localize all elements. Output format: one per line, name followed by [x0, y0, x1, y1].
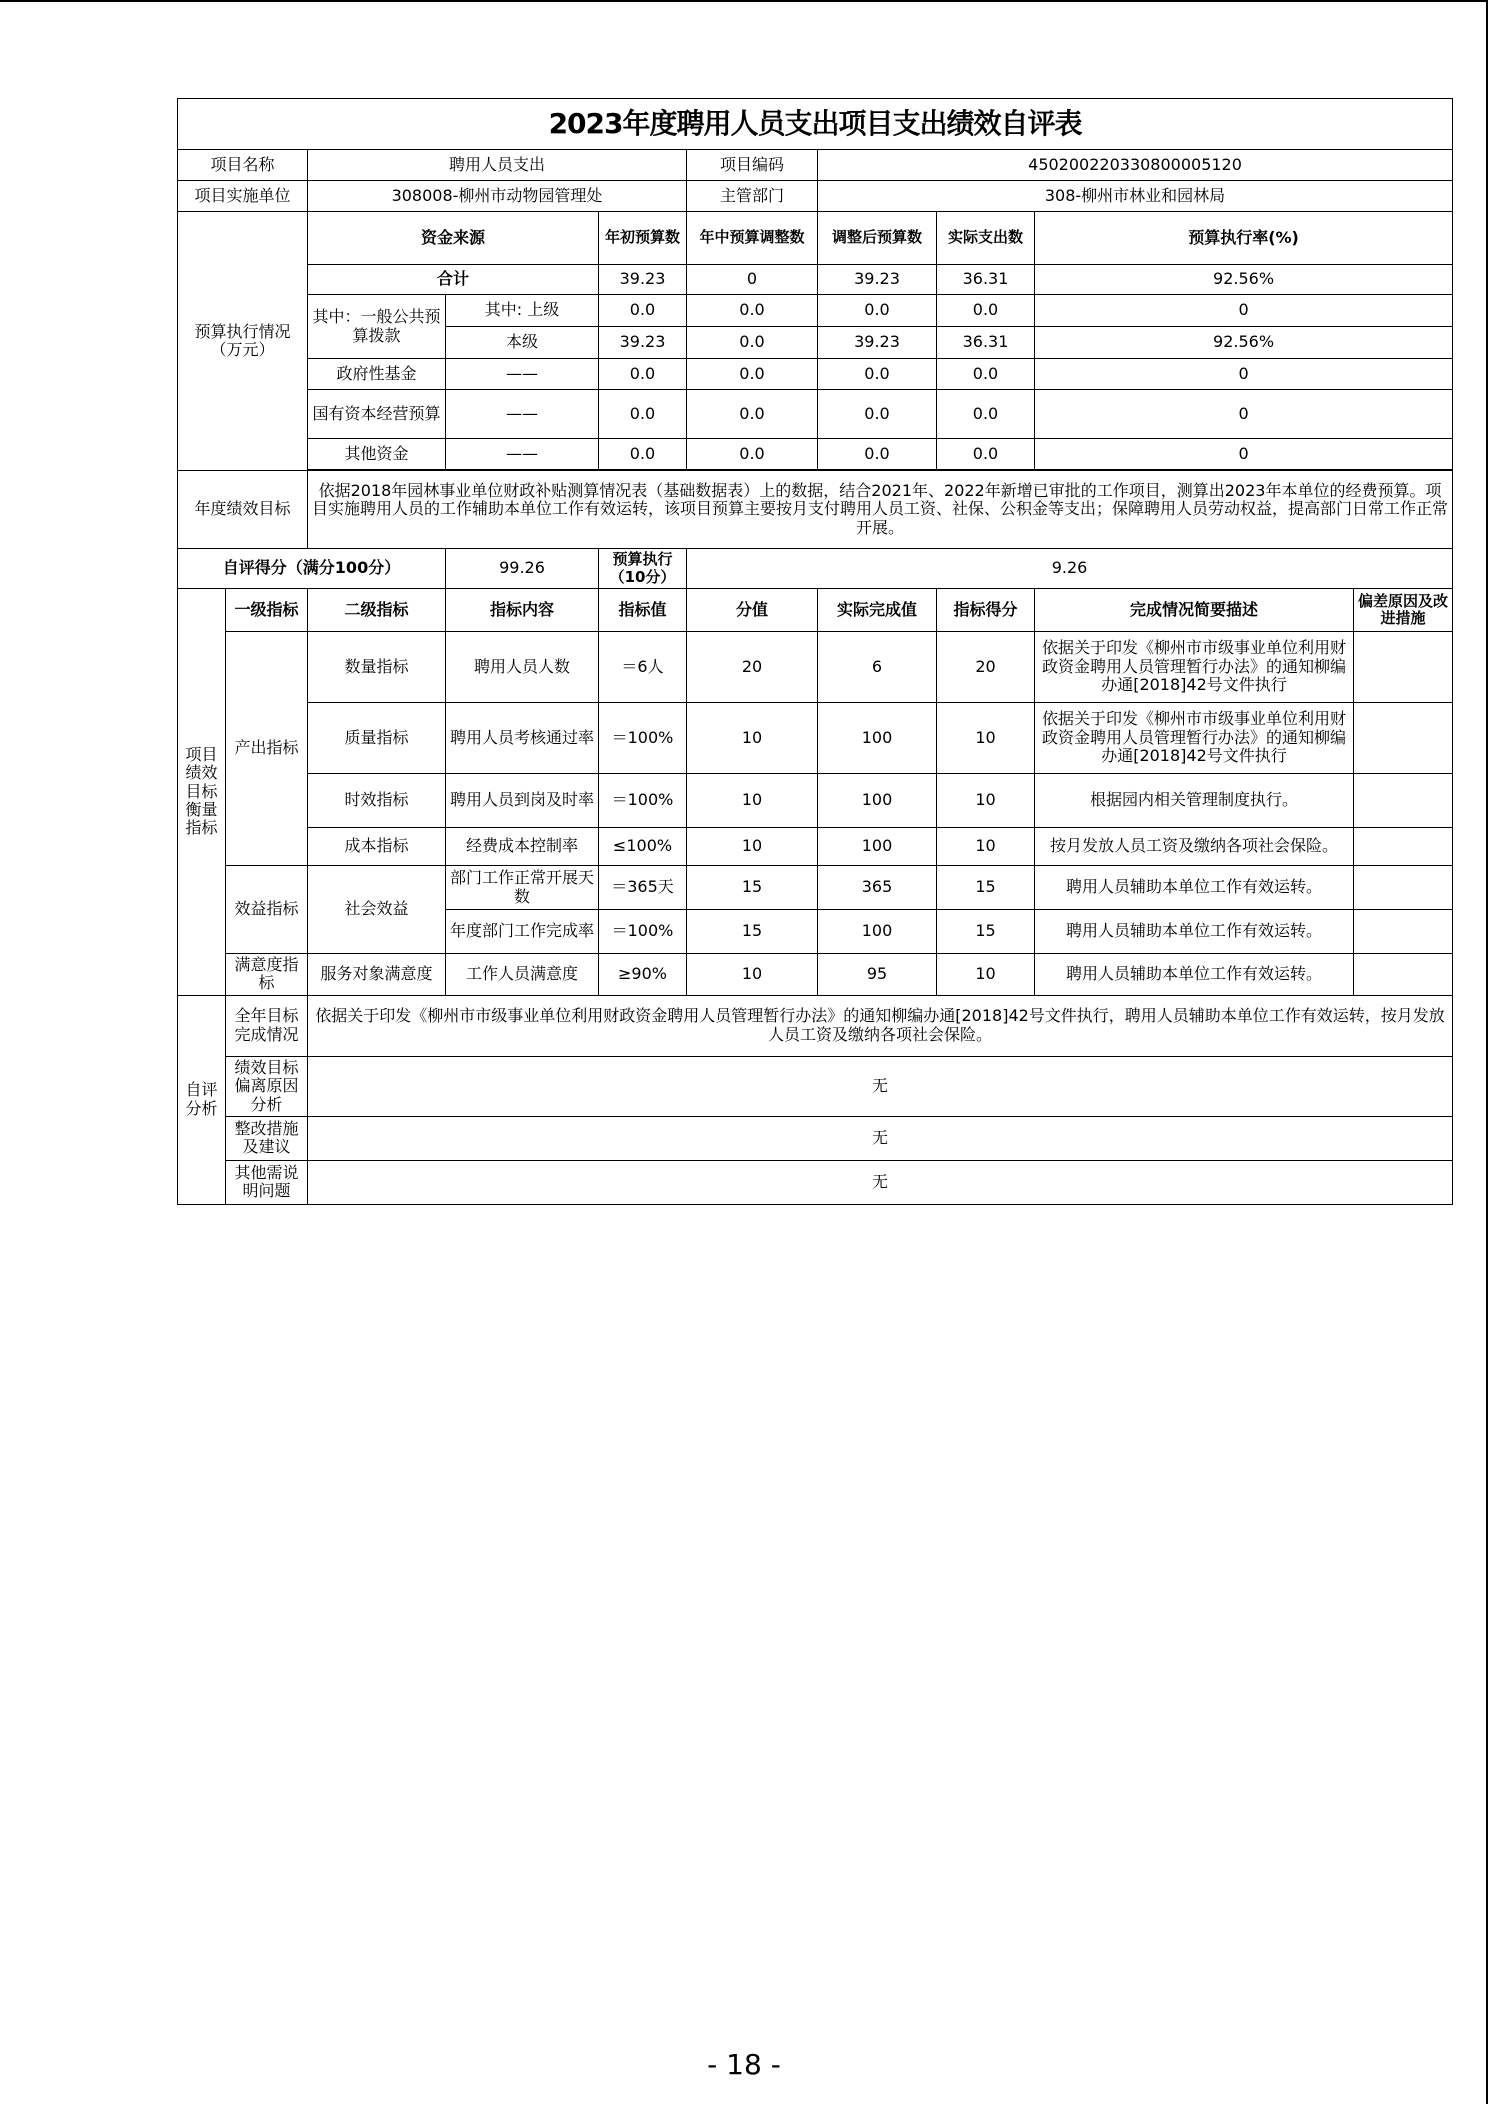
indicator-actual: 100	[818, 703, 937, 774]
dept-value: 308-柳州市林业和园林局	[818, 181, 1453, 212]
budget-other-initial: 0.0	[599, 439, 687, 470]
indicator-desc: 聘用人员辅助本单位工作有效运转。	[1035, 910, 1354, 954]
indicator-level2: 数量指标	[308, 632, 446, 703]
indicator-deviation	[1354, 632, 1453, 703]
analysis-row-label: 整改措施及建议	[226, 1116, 308, 1160]
indicator-score: 10	[937, 774, 1035, 828]
indicator-target: ＝100%	[599, 910, 687, 954]
indicator-target: ＝100%	[599, 703, 687, 774]
indicator-target: ≥90%	[599, 954, 687, 996]
budget-total-initial: 39.23	[599, 265, 687, 295]
budget-state-actual: 0.0	[937, 390, 1035, 439]
annual-goal-label: 年度绩效目标	[178, 471, 308, 549]
budget-fund-rate: 0	[1035, 359, 1453, 390]
ind-header-actual: 实际完成值	[818, 589, 937, 632]
indicator-content: 经费成本控制率	[446, 828, 599, 866]
ind-header-deviation: 偏差原因及改进措施	[1354, 589, 1453, 632]
budget-exec-value: 9.26	[687, 549, 1453, 589]
indicator-deviation	[1354, 954, 1453, 996]
ind-header-desc: 完成情况简要描述	[1035, 589, 1354, 632]
ind-header-weight: 分值	[687, 589, 818, 632]
budget-state-label: 国有资本经营预算	[308, 390, 446, 439]
benefit-indicator-label: 效益指标	[226, 866, 308, 954]
indicator-score: 15	[937, 866, 1035, 910]
analysis-row-text: 无	[308, 1116, 1453, 1160]
budget-local-label: 本级	[446, 327, 599, 359]
analysis-row-text: 无	[308, 1056, 1453, 1116]
indicator-content: 聘用人员考核通过率	[446, 703, 599, 774]
budget-total-adjust: 0	[687, 265, 818, 295]
budget-local-rate: 92.56%	[1035, 327, 1453, 359]
budget-total-label: 合计	[308, 265, 599, 295]
indicator-score: 10	[937, 828, 1035, 866]
budget-fund-label: 政府性基金	[308, 359, 446, 390]
budget-fund-sub: ——	[446, 359, 599, 390]
indicator-target: ＝100%	[599, 774, 687, 828]
budget-local-initial: 39.23	[599, 327, 687, 359]
indicator-desc: 按月发放人员工资及缴纳各项社会保险。	[1035, 828, 1354, 866]
indicator-deviation	[1354, 866, 1453, 910]
ind-header-level2: 二级指标	[308, 589, 446, 632]
indicator-weight: 10	[687, 703, 818, 774]
budget-fund-actual: 0.0	[937, 359, 1035, 390]
budget-total-rate: 92.56%	[1035, 265, 1453, 295]
indicator-level2: 服务对象满意度	[308, 954, 446, 996]
budget-local-adjust: 0.0	[687, 327, 818, 359]
budget-local-adjusted: 39.23	[818, 327, 937, 359]
budget-fund-adjust: 0.0	[687, 359, 818, 390]
indicator-deviation	[1354, 828, 1453, 866]
indicator-actual: 100	[818, 910, 937, 954]
budget-header-source: 资金来源	[308, 212, 599, 265]
budget-other-sub: ——	[446, 439, 599, 470]
indicator-weight: 20	[687, 632, 818, 703]
budget-state-adjusted: 0.0	[818, 390, 937, 439]
indicator-level2: 质量指标	[308, 703, 446, 774]
indicator-content: 聘用人员到岗及时率	[446, 774, 599, 828]
indicator-actual: 100	[818, 774, 937, 828]
indicator-weight: 10	[687, 954, 818, 996]
output-indicator-label: 产出指标	[226, 632, 308, 866]
budget-other-adjust: 0.0	[687, 439, 818, 470]
indicator-content: 聘用人员人数	[446, 632, 599, 703]
budget-upper-actual: 0.0	[937, 295, 1035, 327]
indicator-target: ＝6人	[599, 632, 687, 703]
table-title: 2023年度聘用人员支出项目支出绩效自评表	[178, 99, 1453, 150]
analysis-row-label: 全年目标完成情况	[226, 995, 308, 1056]
self-analysis-label: 自评分析	[178, 995, 226, 1204]
indicator-weight: 15	[687, 910, 818, 954]
page-top-border	[0, 0, 1488, 2]
indicator-actual: 6	[818, 632, 937, 703]
indicator-target: ＝365天	[599, 866, 687, 910]
indicator-target: ≤100%	[599, 828, 687, 866]
budget-header-adjust: 年中预算调整数	[687, 212, 818, 265]
indicator-content: 工作人员满意度	[446, 954, 599, 996]
budget-upper-rate: 0	[1035, 295, 1453, 327]
indicator-level2: 成本指标	[308, 828, 446, 866]
satisfaction-indicator-label: 满意度指标	[226, 954, 308, 996]
indicator-level2: 时效指标	[308, 774, 446, 828]
budget-fund-initial: 0.0	[599, 359, 687, 390]
indicator-deviation	[1354, 774, 1453, 828]
indicator-deviation	[1354, 910, 1453, 954]
budget-exec-label: 预算执行（10分）	[599, 549, 687, 589]
budget-general-label: 其中：一般公共预算拨款	[308, 295, 446, 359]
indicator-weight: 10	[687, 774, 818, 828]
page-number: - 18 -	[707, 2048, 781, 2081]
indicator-actual: 100	[818, 828, 937, 866]
indicator-desc: 根据园内相关管理制度执行。	[1035, 774, 1354, 828]
budget-state-adjust: 0.0	[687, 390, 818, 439]
indicator-actual: 95	[818, 954, 937, 996]
budget-other-rate: 0	[1035, 439, 1453, 470]
budget-state-rate: 0	[1035, 390, 1453, 439]
project-name-label: 项目名称	[178, 150, 308, 181]
budget-upper-adjust: 0.0	[687, 295, 818, 327]
impl-unit-value: 308008-柳州市动物园管理处	[308, 181, 687, 212]
project-code-label: 项目编码	[687, 150, 818, 181]
budget-upper-initial: 0.0	[599, 295, 687, 327]
indicator-level2: 社会效益	[308, 866, 446, 954]
project-code-value: 450200220330800005120	[818, 150, 1453, 181]
self-score-value: 99.26	[446, 549, 599, 589]
ind-header-content: 指标内容	[446, 589, 599, 632]
impl-unit-label: 项目实施单位	[178, 181, 308, 212]
indicator-content: 部门工作正常开展天数	[446, 866, 599, 910]
budget-other-adjusted: 0.0	[818, 439, 937, 470]
budget-state-sub: ——	[446, 390, 599, 439]
budget-upper-adjusted: 0.0	[818, 295, 937, 327]
budget-header-actual: 实际支出数	[937, 212, 1035, 265]
budget-header-initial: 年初预算数	[599, 212, 687, 265]
indicator-deviation	[1354, 703, 1453, 774]
indicator-weight: 10	[687, 828, 818, 866]
indicator-actual: 365	[818, 866, 937, 910]
budget-local-actual: 36.31	[937, 327, 1035, 359]
indicators-section-label: 项目绩效目标衡量指标	[178, 589, 226, 996]
analysis-row-text: 依据关于印发《柳州市市级事业单位利用财政资金聘用人员管理暂行办法》的通知柳编办通[2018]42号文件执行，聘用人员辅助本单位工作有效运转，按月发放人员工资及缴纳各项社会保险。	[308, 995, 1453, 1056]
indicator-score: 10	[937, 703, 1035, 774]
budget-other-actual: 0.0	[937, 439, 1035, 470]
indicator-score: 15	[937, 910, 1035, 954]
budget-other-label: 其他资金	[308, 439, 446, 470]
budget-header-adjusted: 调整后预算数	[818, 212, 937, 265]
indicator-weight: 15	[687, 866, 818, 910]
analysis-row-label: 其他需说明问题	[226, 1160, 308, 1204]
ind-header-level1: 一级指标	[226, 589, 308, 632]
budget-fund-adjusted: 0.0	[818, 359, 937, 390]
budget-section-label: 预算执行情况（万元）	[178, 212, 308, 471]
indicator-score: 10	[937, 954, 1035, 996]
annual-goal-text: 依据2018年园林事业单位财政补贴测算情况表（基础数据表）上的数据，结合2021年、2022年新增已审批的工作项目，测算出2023年本单位的经费预算。项目实施聘用人员的工作辅助本单位工作有效运转，该项目预算主要按月支付聘用人员工资、社保、公积金等支出；保障聘用人员劳动权益，提高部门日常工作正常开展。	[308, 471, 1453, 549]
analysis-row-text: 无	[308, 1160, 1453, 1204]
project-name-value: 聘用人员支出	[308, 150, 687, 181]
ind-header-target: 指标值	[599, 589, 687, 632]
performance-evaluation-table	[177, 98, 1453, 1205]
indicator-score: 20	[937, 632, 1035, 703]
dept-label: 主管部门	[687, 181, 818, 212]
analysis-row-label: 绩效目标偏离原因分析	[226, 1056, 308, 1116]
budget-total-adjusted: 39.23	[818, 265, 937, 295]
indicator-desc: 聘用人员辅助本单位工作有效运转。	[1035, 866, 1354, 910]
ind-header-score: 指标得分	[937, 589, 1035, 632]
indicator-desc: 依据关于印发《柳州市市级事业单位利用财政资金聘用人员管理暂行办法》的通知柳编办通[2018]42号文件执行	[1035, 703, 1354, 774]
budget-total-actual: 36.31	[937, 265, 1035, 295]
indicator-desc: 聘用人员辅助本单位工作有效运转。	[1035, 954, 1354, 996]
self-score-label: 自评得分（满分100分）	[178, 549, 446, 589]
budget-state-initial: 0.0	[599, 390, 687, 439]
indicator-content: 年度部门工作完成率	[446, 910, 599, 954]
budget-header-rate: 预算执行率(%)	[1035, 212, 1453, 265]
budget-upper-label: 其中: 上级	[446, 295, 599, 327]
indicator-desc: 依据关于印发《柳州市市级事业单位利用财政资金聘用人员管理暂行办法》的通知柳编办通[2018]42号文件执行	[1035, 632, 1354, 703]
